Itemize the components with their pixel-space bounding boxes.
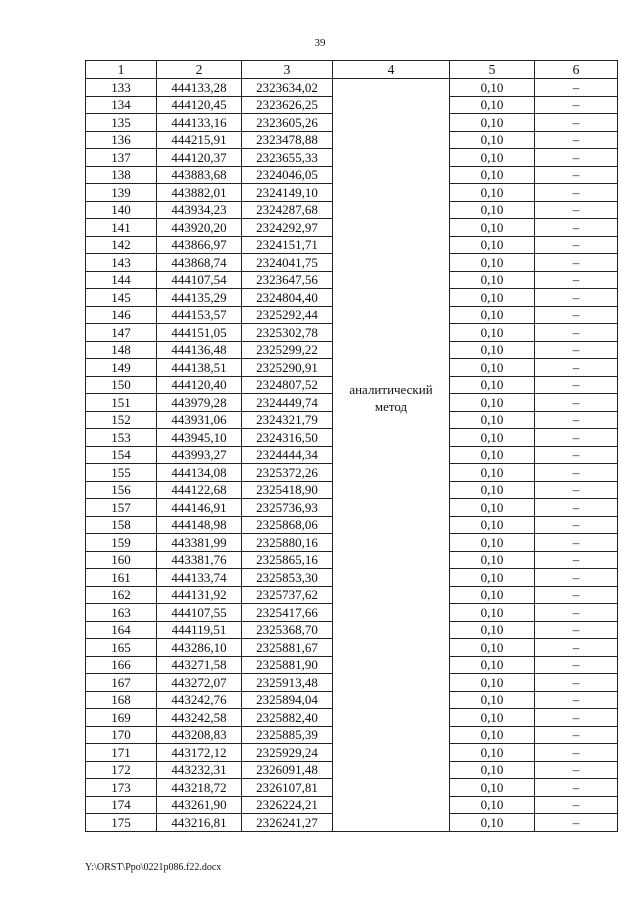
x-coordinate-cell: 443208,83: [157, 726, 242, 744]
point-number-cell: 154: [86, 446, 157, 464]
y-coordinate-cell: 2324316,50: [242, 429, 333, 447]
accuracy-cell: 0,10: [450, 761, 535, 779]
accuracy-cell: 0,10: [450, 691, 535, 709]
y-coordinate-cell: 2325868,06: [242, 516, 333, 534]
y-coordinate-cell: 2325737,62: [242, 586, 333, 604]
note-cell: –: [535, 534, 618, 552]
x-coordinate-cell: 443242,76: [157, 691, 242, 709]
x-coordinate-cell: 444134,08: [157, 464, 242, 482]
y-coordinate-cell: 2325882,40: [242, 709, 333, 727]
note-cell: –: [535, 761, 618, 779]
y-coordinate-cell: 2325881,90: [242, 656, 333, 674]
x-coordinate-cell: 443242,58: [157, 709, 242, 727]
table-header-row: [86, 61, 618, 79]
y-coordinate-cell: 2325368,70: [242, 621, 333, 639]
x-coordinate-cell: 444107,55: [157, 604, 242, 622]
accuracy-cell: 0,10: [450, 324, 535, 342]
x-coordinate-cell: 444136,48: [157, 341, 242, 359]
x-coordinate-cell: 443931,06: [157, 411, 242, 429]
point-number-cell: 137: [86, 149, 157, 167]
note-cell: –: [535, 604, 618, 622]
y-coordinate-cell: 2323655,33: [242, 149, 333, 167]
point-number-cell: 149: [86, 359, 157, 377]
note-cell: –: [535, 166, 618, 184]
x-coordinate-cell: 444151,05: [157, 324, 242, 342]
note-cell: –: [535, 184, 618, 202]
y-coordinate-cell: 2325372,26: [242, 464, 333, 482]
note-cell: –: [535, 429, 618, 447]
note-cell: –: [535, 376, 618, 394]
x-coordinate-cell: 444133,28: [157, 79, 242, 97]
x-coordinate-cell: 444120,37: [157, 149, 242, 167]
y-coordinate-cell: 2324807,52: [242, 376, 333, 394]
accuracy-cell: 0,10: [450, 359, 535, 377]
accuracy-cell: 0,10: [450, 709, 535, 727]
note-cell: –: [535, 236, 618, 254]
x-coordinate-cell: 444122,68: [157, 481, 242, 499]
y-coordinate-cell: 2326107,81: [242, 779, 333, 797]
point-number-cell: 164: [86, 621, 157, 639]
header-cell: 4: [333, 61, 450, 79]
y-coordinate-cell: 2324444,34: [242, 446, 333, 464]
x-coordinate-cell: 444133,74: [157, 569, 242, 587]
note-cell: –: [535, 201, 618, 219]
table-row: [86, 79, 618, 97]
note-cell: –: [535, 499, 618, 517]
y-coordinate-cell: 2326091,48: [242, 761, 333, 779]
accuracy-cell: 0,10: [450, 674, 535, 692]
note-cell: –: [535, 691, 618, 709]
y-coordinate-cell: 2325881,67: [242, 639, 333, 657]
point-number-cell: 145: [86, 289, 157, 307]
point-number-cell: 144: [86, 271, 157, 289]
accuracy-cell: 0,10: [450, 551, 535, 569]
point-number-cell: 157: [86, 499, 157, 517]
y-coordinate-cell: 2324321,79: [242, 411, 333, 429]
accuracy-cell: 0,10: [450, 796, 535, 814]
point-number-cell: 172: [86, 761, 157, 779]
note-cell: –: [535, 254, 618, 272]
x-coordinate-cell: 443920,20: [157, 219, 242, 237]
accuracy-cell: 0,10: [450, 131, 535, 149]
accuracy-cell: 0,10: [450, 481, 535, 499]
x-coordinate-cell: 444153,57: [157, 306, 242, 324]
note-cell: –: [535, 394, 618, 412]
note-cell: –: [535, 341, 618, 359]
point-number-cell: 174: [86, 796, 157, 814]
note-cell: –: [535, 551, 618, 569]
y-coordinate-cell: 2323626,25: [242, 96, 333, 114]
y-coordinate-cell: 2325302,78: [242, 324, 333, 342]
note-cell: –: [535, 796, 618, 814]
x-coordinate-cell: 443945,10: [157, 429, 242, 447]
accuracy-cell: 0,10: [450, 341, 535, 359]
y-coordinate-cell: 2324449,74: [242, 394, 333, 412]
x-coordinate-cell: 444138,51: [157, 359, 242, 377]
note-cell: –: [535, 359, 618, 377]
point-number-cell: 133: [86, 79, 157, 97]
x-coordinate-cell: 443216,81: [157, 814, 242, 832]
point-number-cell: 148: [86, 341, 157, 359]
note-cell: –: [535, 464, 618, 482]
accuracy-cell: 0,10: [450, 254, 535, 272]
x-coordinate-cell: 443272,07: [157, 674, 242, 692]
x-coordinate-cell: 444107,54: [157, 271, 242, 289]
y-coordinate-cell: 2325290,91: [242, 359, 333, 377]
y-coordinate-cell: 2325913,48: [242, 674, 333, 692]
point-number-cell: 151: [86, 394, 157, 412]
point-number-cell: 136: [86, 131, 157, 149]
x-coordinate-cell: 444133,16: [157, 114, 242, 132]
note-cell: –: [535, 271, 618, 289]
x-coordinate-cell: 443866,97: [157, 236, 242, 254]
point-number-cell: 155: [86, 464, 157, 482]
accuracy-cell: 0,10: [450, 639, 535, 657]
y-coordinate-cell: 2325292,44: [242, 306, 333, 324]
header-cell: 2: [157, 61, 242, 79]
point-number-cell: 158: [86, 516, 157, 534]
header-cell: 5: [450, 61, 535, 79]
point-number-cell: 140: [86, 201, 157, 219]
point-number-cell: 166: [86, 656, 157, 674]
note-cell: –: [535, 621, 618, 639]
note-cell: –: [535, 709, 618, 727]
note-cell: –: [535, 481, 618, 499]
point-number-cell: 161: [86, 569, 157, 587]
point-number-cell: 168: [86, 691, 157, 709]
accuracy-cell: 0,10: [450, 499, 535, 517]
note-cell: –: [535, 149, 618, 167]
y-coordinate-cell: 2325736,93: [242, 499, 333, 517]
coordinates-table: [85, 60, 618, 832]
note-cell: –: [535, 656, 618, 674]
point-number-cell: 160: [86, 551, 157, 569]
accuracy-cell: 0,10: [450, 656, 535, 674]
point-number-cell: 139: [86, 184, 157, 202]
x-coordinate-cell: 443883,68: [157, 166, 242, 184]
point-number-cell: 165: [86, 639, 157, 657]
point-number-cell: 147: [86, 324, 157, 342]
note-cell: –: [535, 779, 618, 797]
point-number-cell: 135: [86, 114, 157, 132]
accuracy-cell: 0,10: [450, 219, 535, 237]
y-coordinate-cell: 2325885,39: [242, 726, 333, 744]
accuracy-cell: 0,10: [450, 96, 535, 114]
y-coordinate-cell: 2325853,30: [242, 569, 333, 587]
note-cell: –: [535, 674, 618, 692]
x-coordinate-cell: 443261,90: [157, 796, 242, 814]
accuracy-cell: 0,10: [450, 621, 535, 639]
note-cell: –: [535, 79, 618, 97]
y-coordinate-cell: 2324804,40: [242, 289, 333, 307]
page-number: 39: [314, 37, 326, 49]
y-coordinate-cell: 2325299,22: [242, 341, 333, 359]
accuracy-cell: 0,10: [450, 79, 535, 97]
x-coordinate-cell: 444146,91: [157, 499, 242, 517]
header-cell: 3: [242, 61, 333, 79]
accuracy-cell: 0,10: [450, 149, 535, 167]
y-coordinate-cell: 2326241,27: [242, 814, 333, 832]
y-coordinate-cell: 2324151,71: [242, 236, 333, 254]
accuracy-cell: 0,10: [450, 429, 535, 447]
note-cell: –: [535, 289, 618, 307]
x-coordinate-cell: 443286,10: [157, 639, 242, 657]
point-number-cell: 171: [86, 744, 157, 762]
note-cell: –: [535, 726, 618, 744]
y-coordinate-cell: 2323478,88: [242, 131, 333, 149]
x-coordinate-cell: 443868,74: [157, 254, 242, 272]
accuracy-cell: 0,10: [450, 814, 535, 832]
accuracy-cell: 0,10: [450, 534, 535, 552]
accuracy-cell: 0,10: [450, 446, 535, 464]
y-coordinate-cell: 2323647,56: [242, 271, 333, 289]
accuracy-cell: 0,10: [450, 779, 535, 797]
point-number-cell: 141: [86, 219, 157, 237]
y-coordinate-cell: 2324292,97: [242, 219, 333, 237]
y-coordinate-cell: 2324041,75: [242, 254, 333, 272]
table-body: [86, 79, 618, 832]
point-number-cell: 167: [86, 674, 157, 692]
note-cell: –: [535, 586, 618, 604]
accuracy-cell: 0,10: [450, 411, 535, 429]
x-coordinate-cell: 444131,92: [157, 586, 242, 604]
x-coordinate-cell: 443271,58: [157, 656, 242, 674]
point-number-cell: 138: [86, 166, 157, 184]
note-cell: –: [535, 814, 618, 832]
note-cell: –: [535, 324, 618, 342]
accuracy-cell: 0,10: [450, 289, 535, 307]
point-number-cell: 152: [86, 411, 157, 429]
accuracy-cell: 0,10: [450, 201, 535, 219]
note-cell: –: [535, 306, 618, 324]
point-number-cell: 142: [86, 236, 157, 254]
point-number-cell: 146: [86, 306, 157, 324]
y-coordinate-cell: 2325417,66: [242, 604, 333, 622]
accuracy-cell: 0,10: [450, 376, 535, 394]
note-cell: –: [535, 96, 618, 114]
point-number-cell: 162: [86, 586, 157, 604]
point-number-cell: 169: [86, 709, 157, 727]
note-cell: –: [535, 569, 618, 587]
header-cell: 1: [86, 61, 157, 79]
x-coordinate-cell: 443381,99: [157, 534, 242, 552]
method-label: аналитический метод: [349, 382, 433, 414]
note-cell: –: [535, 446, 618, 464]
note-cell: –: [535, 131, 618, 149]
accuracy-cell: 0,10: [450, 726, 535, 744]
x-coordinate-cell: 444148,98: [157, 516, 242, 534]
accuracy-cell: 0,10: [450, 166, 535, 184]
x-coordinate-cell: 444120,40: [157, 376, 242, 394]
point-number-cell: 150: [86, 376, 157, 394]
x-coordinate-cell: 443882,01: [157, 184, 242, 202]
note-cell: –: [535, 639, 618, 657]
y-coordinate-cell: 2324046,05: [242, 166, 333, 184]
y-coordinate-cell: 2324149,10: [242, 184, 333, 202]
y-coordinate-cell: 2325929,24: [242, 744, 333, 762]
note-cell: –: [535, 516, 618, 534]
header-cell: 6: [535, 61, 618, 79]
x-coordinate-cell: 443232,31: [157, 761, 242, 779]
point-number-cell: 175: [86, 814, 157, 832]
y-coordinate-cell: 2325865,16: [242, 551, 333, 569]
point-number-cell: 159: [86, 534, 157, 552]
point-number-cell: 143: [86, 254, 157, 272]
y-coordinate-cell: 2325418,90: [242, 481, 333, 499]
x-coordinate-cell: 444215,91: [157, 131, 242, 149]
x-coordinate-cell: 443979,28: [157, 394, 242, 412]
accuracy-cell: 0,10: [450, 516, 535, 534]
footer-file-path: Y:\ORST\Ppo\0221p086.f22.docx: [85, 862, 222, 873]
x-coordinate-cell: 443993,27: [157, 446, 242, 464]
accuracy-cell: 0,10: [450, 184, 535, 202]
x-coordinate-cell: 443934,23: [157, 201, 242, 219]
y-coordinate-cell: 2323605,26: [242, 114, 333, 132]
x-coordinate-cell: 444135,29: [157, 289, 242, 307]
note-cell: –: [535, 744, 618, 762]
x-coordinate-cell: 443172,12: [157, 744, 242, 762]
x-coordinate-cell: 443218,72: [157, 779, 242, 797]
x-coordinate-cell: 444120,45: [157, 96, 242, 114]
accuracy-cell: 0,10: [450, 394, 535, 412]
accuracy-cell: 0,10: [450, 236, 535, 254]
method-cell: [333, 79, 450, 832]
accuracy-cell: 0,10: [450, 306, 535, 324]
note-cell: –: [535, 114, 618, 132]
accuracy-cell: 0,10: [450, 271, 535, 289]
accuracy-cell: 0,10: [450, 569, 535, 587]
point-number-cell: 134: [86, 96, 157, 114]
x-coordinate-cell: 443381,76: [157, 551, 242, 569]
accuracy-cell: 0,10: [450, 604, 535, 622]
point-number-cell: 153: [86, 429, 157, 447]
y-coordinate-cell: 2323634,02: [242, 79, 333, 97]
note-cell: –: [535, 219, 618, 237]
y-coordinate-cell: 2324287,68: [242, 201, 333, 219]
point-number-cell: 170: [86, 726, 157, 744]
accuracy-cell: 0,10: [450, 586, 535, 604]
y-coordinate-cell: 2326224,21: [242, 796, 333, 814]
point-number-cell: 156: [86, 481, 157, 499]
x-coordinate-cell: 444119,51: [157, 621, 242, 639]
point-number-cell: 173: [86, 779, 157, 797]
accuracy-cell: 0,10: [450, 744, 535, 762]
note-cell: –: [535, 411, 618, 429]
point-number-cell: 163: [86, 604, 157, 622]
accuracy-cell: 0,10: [450, 464, 535, 482]
y-coordinate-cell: 2325894,04: [242, 691, 333, 709]
y-coordinate-cell: 2325880,16: [242, 534, 333, 552]
accuracy-cell: 0,10: [450, 114, 535, 132]
